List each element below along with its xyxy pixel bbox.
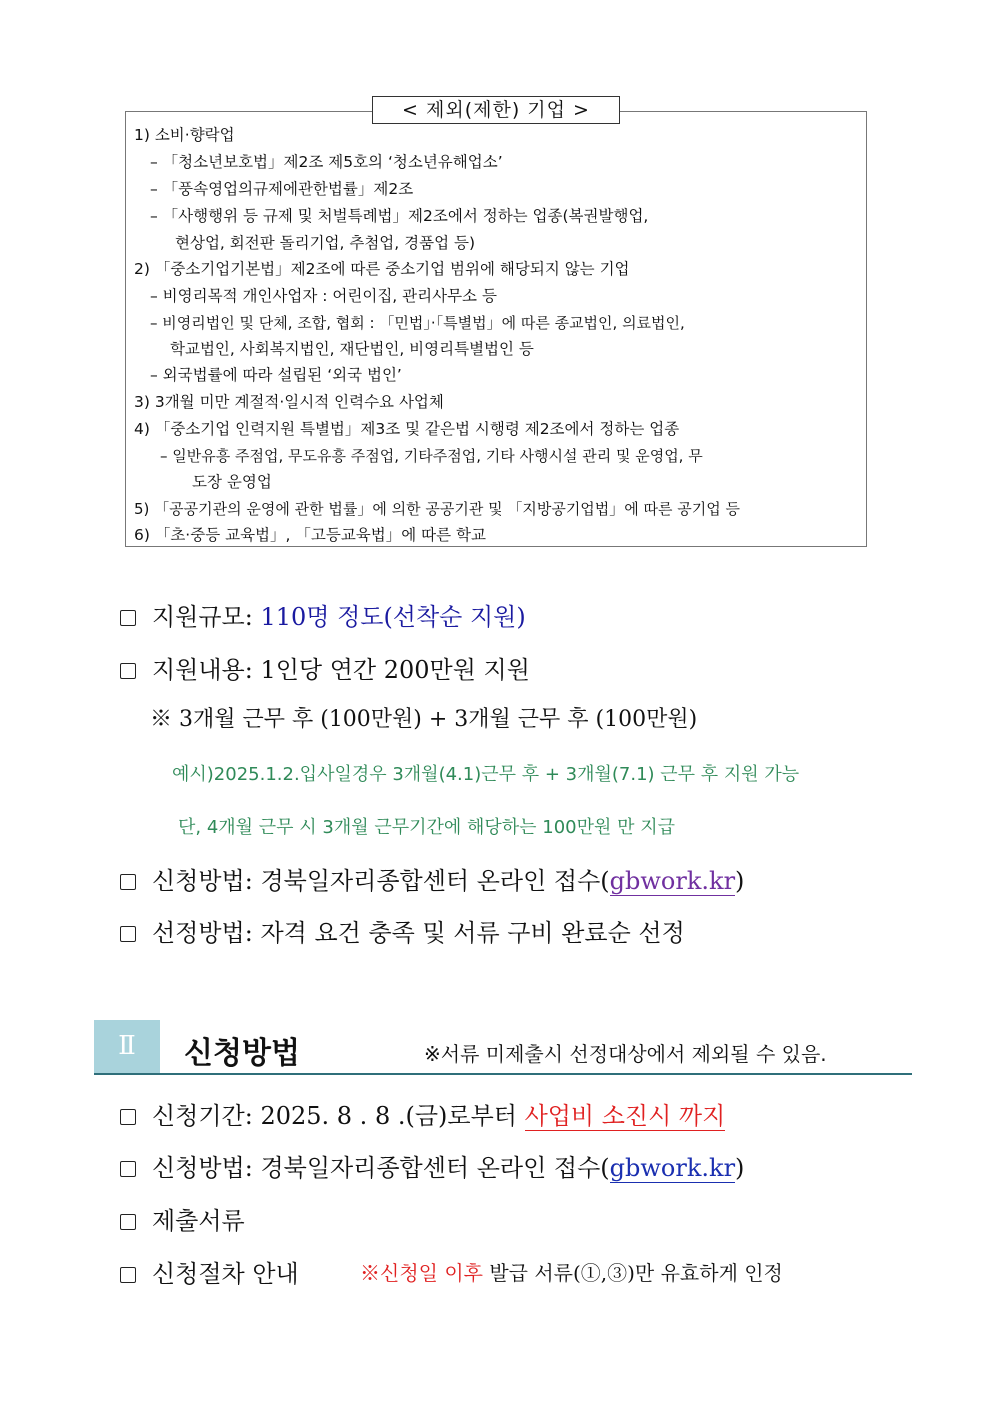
checkbox-icon (120, 926, 136, 942)
selection-method-item (120, 913, 685, 948)
support-example: 예시)2025.1.2.입사일경우 3개월(4.1)근무 후 + 3개월(7.1) 근무 후 지원 가능 (172, 764, 800, 785)
section-number: Ⅱ (118, 1031, 136, 1061)
section-title: 신청방법 (184, 1036, 300, 1071)
exclusion-line: 현상업, 회전판 돌리기업, 추첨업, 경품업 등) (175, 234, 476, 252)
apply-method-item (120, 861, 744, 896)
apply-method-close: ) (735, 1154, 745, 1182)
procedure-note (360, 1257, 783, 1286)
support-content-label: 지원내용: 1인당 연간 200만원 지원 (152, 656, 530, 684)
section-note: ※서류 미제출시 선정대상에서 제외될 수 있음. (424, 1042, 827, 1066)
apply-method-item-2 (120, 1148, 744, 1183)
apply-method-label: 신청방법: 경북일자리종합센터 온라인 접수( (152, 867, 610, 895)
gbwork-link[interactable]: gbwork.kr (609, 867, 736, 895)
exclusion-line: – 비영리목적 개인사업자 : 어린이집, 관리사무소 등 (150, 287, 497, 305)
exclusion-line: 학교법인, 사회복지법인, 재단법인, 비영리특별법인 등 (170, 340, 534, 358)
checkbox-icon (120, 874, 136, 890)
procedure-note-highlight: ※신청일 이후 (360, 1261, 483, 1285)
exclusion-line: – 「청소년보호법」제2조 제5호의 ‘청소년유해업소’ (150, 153, 503, 171)
documents-label: 제출서류 (152, 1207, 245, 1235)
checkbox-icon (120, 1109, 136, 1125)
apply-period-label: 신청기간: 2025. 8 . 8 .(금)로부터 (152, 1102, 525, 1130)
checkbox-icon (120, 610, 136, 626)
exclusion-line: – 「사행행위 등 규제 및 처벌특례법」제2조에서 정하는 업종(복권발행업, (150, 207, 649, 225)
exclusion-line: 6) 「초·중등 교육법」, 「고등교육법」에 따른 학교 (134, 526, 486, 544)
exclusion-line: – 비영리법인 및 단체, 조합, 협회 : 「민법」·「특별법」에 따른 종교법인, 의료법인, (150, 314, 685, 332)
exclusion-line: 3) 3개월 미만 계절적·일시적 인력수요 사업체 (134, 393, 444, 411)
support-note: ※ 3개월 근무 후 (100만원) + 3개월 근무 후 (100만원) (150, 707, 698, 732)
exclusion-line: 1) 소비·향락업 (134, 126, 235, 144)
exclusion-line: 5) 「공공기관의 운영에 관한 법률」에 의한 공공기관 및 「지방공기업법」에 따른 공기업 등 (134, 500, 741, 518)
apply-method-label: 신청방법: 경북일자리종합센터 온라인 접수( (152, 1154, 610, 1182)
checkbox-icon (120, 1267, 136, 1283)
exclusion-line: – 외국법률에 따라 설립된 ‘외국 법인’ (150, 366, 402, 384)
support-scale-label: 지원규모: (152, 603, 261, 631)
exclusion-line: 2) 「중소기업기본법」제2조에 따른 중소기업 범위에 해당되지 않는 기업 (134, 260, 630, 278)
documents-item (120, 1201, 245, 1236)
exclusion-line: 도장 운영업 (192, 473, 272, 491)
exclusion-line: – 「풍속영업의규제에관한법률」제2조 (150, 180, 414, 198)
apply-period-value: 사업비 소진시 까지 (524, 1102, 726, 1130)
exclusion-line: 4) 「중소기업 인력지원 특별법」제3조 및 같은법 시행령 제2조에서 정하는 업종 (134, 420, 680, 438)
checkbox-icon (120, 1214, 136, 1230)
checkbox-icon (120, 1161, 136, 1177)
support-scale-item (120, 597, 526, 632)
procedure-note-text: 발급 서류(①,③)만 유효하게 인정 (482, 1261, 783, 1285)
apply-period-item (120, 1096, 725, 1131)
support-scale-value: 110명 정도(선착순 지원) (260, 603, 526, 631)
apply-method-close: ) (735, 867, 745, 895)
support-content-item (120, 650, 530, 685)
procedure-label: 신청절차 안내 (152, 1260, 299, 1288)
exclusion-box-title: < 제외(제한) 기업 > (372, 96, 620, 124)
gbwork-link[interactable]: gbwork.kr (609, 1154, 736, 1182)
section-divider (94, 1073, 912, 1075)
procedure-item (120, 1254, 299, 1289)
support-caveat: 단, 4개월 근무 시 3개월 근무기간에 해당하는 100만원 만 지급 (178, 817, 676, 838)
checkbox-icon (120, 663, 136, 679)
exclusion-line: – 일반유흥 주점업, 무도유흥 주점업, 기타주점업, 기타 사행시설 관리 및 운영업, 무 (160, 447, 703, 465)
selection-method-label: 선정방법: 자격 요건 충족 및 서류 구비 완료순 선정 (152, 919, 685, 947)
